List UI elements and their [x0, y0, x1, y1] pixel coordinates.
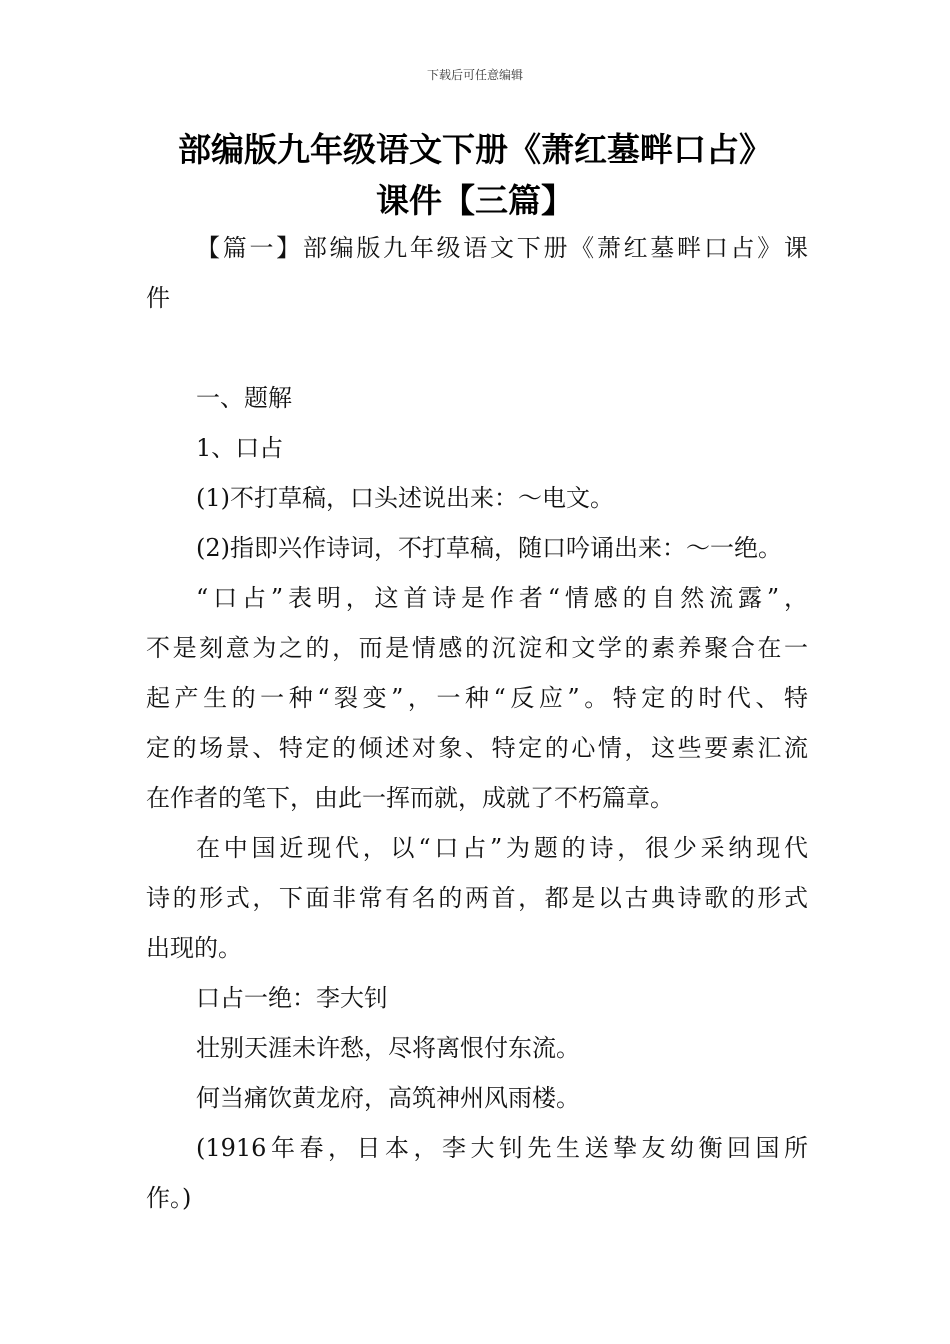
paragraph-2-line-2: 诗的形式，下面非常有名的两首，都是以古典诗歌的形式 [146, 884, 808, 912]
page-header-note: 下载后可任意编辑 [426, 68, 523, 82]
paragraph-1-line-4: 定的场景、特定的倾述对象、特定的心情，这些要素汇流 [146, 734, 808, 762]
poem-line-1: 壮别天涯未许愁，尽将离恨付东流。 [196, 1034, 580, 1062]
subheading-tijie: 一、题解 [196, 384, 292, 412]
document-title-line-1: 部编版九年级语文下册《萧红墓畔口占》 [178, 130, 772, 169]
definition-2: (2)指即兴作诗词，不打草稿，随口吟诵出来：～一绝。 [196, 534, 782, 562]
section-heading-line-2: 件 [146, 284, 170, 312]
paragraph-1-line-3: 起产生的一种“裂变”，一种“反应”。特定的时代、特 [146, 684, 808, 712]
poem-title: 口占一绝：李大钊 [196, 984, 388, 1012]
section-heading-line-1: 【篇一】部编版九年级语文下册《萧红墓畔口占》课 [196, 234, 808, 262]
poem-note-line-1: (1916年春，日本，李大钊先生送挚友幼衡回国所 [196, 1134, 808, 1162]
paragraph-1-line-1: “口占”表明，这首诗是作者“情感的自然流露”， [196, 584, 808, 612]
poem-line-2: 何当痛饮黄龙府，高筑神州风雨楼。 [196, 1084, 580, 1112]
subheading-kouzhan: 1、口占 [196, 434, 284, 462]
document-title-line-2: 课件【三篇】 [376, 181, 574, 220]
poem-note-line-2: 作。) [146, 1184, 192, 1212]
definition-1: (1)不打草稿，口头述说出来：～电文。 [196, 484, 614, 512]
paragraph-1-line-5: 在作者的笔下，由此一挥而就，成就了不朽篇章。 [146, 784, 674, 812]
paragraph-2-line-3: 出现的。 [146, 934, 242, 962]
paragraph-1-line-2: 不是刻意为之的，而是情感的沉淀和文学的素养聚合在一 [146, 634, 808, 662]
paragraph-2-line-1: 在中国近现代，以“口占”为题的诗，很少采纳现代 [196, 834, 808, 862]
